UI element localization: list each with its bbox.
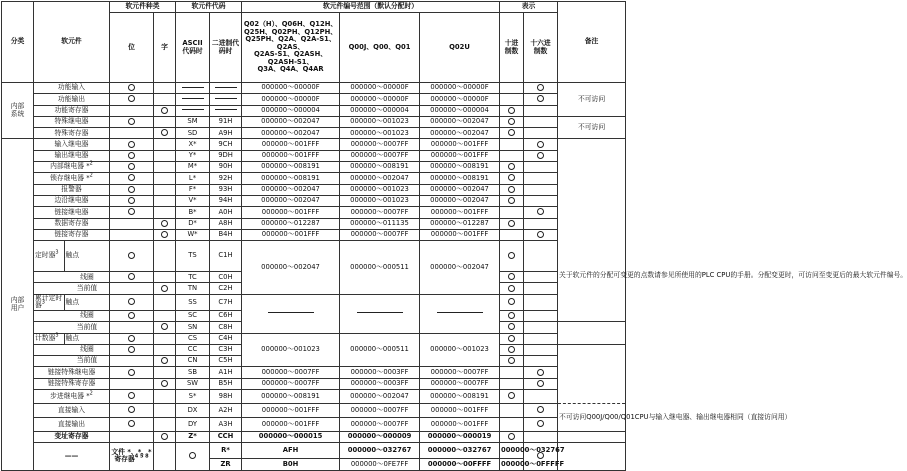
dec-mark-icon bbox=[508, 186, 515, 193]
binary-none-icon bbox=[215, 109, 237, 110]
range-cell: 000000～0007FF bbox=[340, 418, 420, 432]
range-cell: 000000～008191 bbox=[420, 162, 500, 173]
range-cell: 000000～001023 bbox=[340, 195, 420, 206]
ascii-code: W* bbox=[176, 229, 210, 240]
binary-code: C1H bbox=[210, 241, 242, 272]
header-range-col1: Q02（H）、Q06H、Q12H、 Q25H、Q02PH、Q12PH、 Q25PH、Q2A、Q2A-S1、 Q2AS、 Q2AS-S1、Q2ASH、 Q2ASH-S1、 Q3A、Q4A、Q4AR bbox=[242, 13, 340, 83]
bit-mark-icon bbox=[128, 392, 135, 399]
header-type-group: 软元件种类 bbox=[110, 2, 176, 13]
range-cell: 000000～00FFFF bbox=[420, 459, 500, 470]
binary-code: AFH bbox=[242, 443, 340, 459]
bit-mark-icon bbox=[128, 141, 135, 148]
hex-mark-icon bbox=[537, 152, 544, 159]
sub-coil: 线圈 bbox=[34, 344, 110, 355]
range-cell: 000000～000511 bbox=[340, 333, 420, 367]
table-row: 锁存继电器 *$^2$ L* 92H 000000～008191 000000～002047 000000～008191 bbox=[2, 173, 626, 184]
ascii-none-icon bbox=[182, 109, 204, 110]
bit-mark-icon bbox=[128, 95, 135, 102]
hex-mark-icon bbox=[537, 406, 544, 413]
word-mark-icon bbox=[161, 433, 168, 440]
range-cell: 000000～001FFF bbox=[420, 150, 500, 161]
dec-mark-icon bbox=[508, 129, 515, 136]
binary-code: C0H bbox=[210, 272, 242, 283]
range-cell: 000000～001FFF bbox=[420, 404, 500, 418]
bit-mark-icon bbox=[128, 118, 135, 125]
range-none-icon bbox=[268, 312, 314, 313]
binary-code: 90H bbox=[210, 162, 242, 173]
ascii-code: SB bbox=[176, 367, 210, 378]
hex-mark-icon bbox=[537, 208, 544, 215]
range-cell: 000000～008191 bbox=[242, 173, 340, 184]
header-display-hex: 十六进 制数 bbox=[524, 13, 558, 83]
bit-mark-icon bbox=[128, 406, 135, 413]
range-cell: 000000～00000F bbox=[242, 94, 340, 105]
device-name: 链接特殊寄存器 bbox=[34, 378, 110, 389]
ascii-code: CN bbox=[176, 356, 210, 367]
range-cell: 000000～011135 bbox=[340, 218, 420, 229]
range-cell: 000000～00000F bbox=[242, 83, 340, 94]
hex-mark-icon bbox=[537, 95, 544, 102]
dec-mark-icon bbox=[508, 285, 515, 292]
dec-mark-icon bbox=[537, 452, 544, 459]
range-cell: 000000～008191 bbox=[340, 162, 420, 173]
binary-code: A2H bbox=[210, 404, 242, 418]
binary-code: C3H bbox=[210, 344, 242, 355]
range-cell: 000000～001023 bbox=[420, 333, 500, 367]
table-row bbox=[2, 229, 626, 240]
device-name: 数据寄存器 bbox=[34, 218, 110, 229]
range-cell: 000000～0007FF bbox=[340, 229, 420, 240]
ascii-code: S* bbox=[176, 390, 210, 404]
device-name: 内部继电器 * bbox=[50, 162, 90, 171]
ascii-code: R* bbox=[210, 443, 242, 459]
range-cell: 000000～001FFF bbox=[242, 418, 340, 432]
ascii-none-icon bbox=[182, 87, 204, 88]
range-none-icon bbox=[437, 312, 483, 313]
hex-mark-icon bbox=[537, 369, 544, 376]
bit-mark-icon bbox=[128, 174, 135, 181]
range-cell: 000000～0007FF bbox=[420, 367, 500, 378]
dec-mark-icon bbox=[508, 174, 515, 181]
table-row: 累计定时 器$^3$ 触点 SS C7H bbox=[2, 294, 626, 310]
ascii-code: TS bbox=[176, 241, 210, 272]
table-row: 步进继电器 *$^2$ S* 98H 000000～008191 000000～002047 000000～008191 bbox=[2, 390, 626, 404]
binary-none-icon bbox=[215, 98, 237, 99]
table-row bbox=[2, 94, 626, 105]
binary-code: A1H bbox=[210, 367, 242, 378]
range-cell: 000000～001023 bbox=[340, 128, 420, 139]
dec-mark-icon bbox=[508, 273, 515, 280]
range-cell: 000000～001FFF bbox=[242, 229, 340, 240]
binary-code: 9DH bbox=[210, 150, 242, 161]
range-cell: 000000～002047 bbox=[340, 390, 420, 404]
bit-mark-icon bbox=[128, 335, 135, 342]
binary-code: 91H bbox=[210, 116, 242, 127]
category-none: —— bbox=[34, 443, 110, 470]
header-code-binary: 二进制代 码时 bbox=[210, 13, 242, 83]
remark-no-access-2: 不可访问 bbox=[558, 116, 626, 139]
binary-code: C6H bbox=[210, 310, 242, 321]
dec-mark-icon bbox=[508, 433, 515, 440]
dec-mark-icon bbox=[508, 197, 515, 204]
range-cell: 000000～002047 bbox=[420, 241, 500, 295]
range-cell: 000000～008191 bbox=[242, 162, 340, 173]
dec-mark-icon bbox=[508, 312, 515, 319]
bit-mark-icon bbox=[128, 420, 135, 427]
range-cell: 000000～002047 bbox=[420, 128, 500, 139]
range-cell: 000000～00000F bbox=[420, 94, 500, 105]
header-device: 软元件 bbox=[34, 2, 110, 83]
word-mark-icon bbox=[161, 107, 168, 114]
sub-contact: 触点 bbox=[65, 333, 80, 342]
range-cell: 000000～002047 bbox=[340, 173, 420, 184]
ascii-code: M* bbox=[176, 162, 210, 173]
hex-mark-icon bbox=[537, 420, 544, 427]
range-cell: 000000～001023 bbox=[242, 333, 340, 367]
range-cell: 000000～002047 bbox=[242, 241, 340, 295]
range-cell: 000000～001FFF bbox=[420, 418, 500, 432]
range-cell: 000000～002047 bbox=[420, 116, 500, 127]
category-internal-system: 内部 系统 bbox=[2, 83, 34, 139]
ascii-code: SN bbox=[176, 322, 210, 333]
hex-mark-icon bbox=[537, 141, 544, 148]
device-name: 步进继电器 * bbox=[50, 391, 90, 400]
range-cell: 000000～001FFF bbox=[242, 207, 340, 218]
word-mark-icon bbox=[161, 129, 168, 136]
ascii-code: Z* bbox=[176, 432, 210, 443]
ascii-code: SC bbox=[176, 310, 210, 321]
binary-code: C2H bbox=[210, 283, 242, 294]
range-cell: 000000～0007FF bbox=[420, 378, 500, 389]
sub-current: 当前值 bbox=[34, 322, 110, 333]
range-cell: 000000～001FFF bbox=[242, 404, 340, 418]
header-display-group: 表示 bbox=[500, 2, 558, 13]
bit-mark-icon bbox=[128, 273, 135, 280]
bit-mark-icon bbox=[128, 312, 135, 319]
bit-mark-icon bbox=[128, 252, 135, 259]
word-mark-icon bbox=[161, 231, 168, 238]
word-mark-icon bbox=[161, 220, 168, 227]
ascii-code: D* bbox=[176, 218, 210, 229]
retentive-timer-label: 累计定时 器 bbox=[35, 293, 63, 310]
dec-mark-icon bbox=[508, 346, 515, 353]
range-cell: 000000～008191 bbox=[242, 390, 340, 404]
binary-code: CCH bbox=[210, 432, 242, 443]
binary-code: 9CH bbox=[210, 139, 242, 150]
hex-mark-icon bbox=[537, 380, 544, 387]
range-cell: 000000～000004 bbox=[242, 105, 340, 116]
table-row bbox=[2, 367, 626, 378]
bit-mark-icon bbox=[128, 84, 135, 91]
range-cell: 000000～0007FF bbox=[340, 139, 420, 150]
remark-no-access: 不可访问 bbox=[558, 83, 626, 117]
range-cell: 000000～0007FF bbox=[340, 207, 420, 218]
range-cell: 000000～012287 bbox=[242, 218, 340, 229]
word-mark-icon bbox=[161, 357, 168, 364]
dec-mark-icon bbox=[508, 220, 515, 227]
category-internal-user: 内部 用户 bbox=[2, 139, 34, 470]
range-cell: 000000～002047 bbox=[420, 184, 500, 195]
dec-mark-icon bbox=[508, 163, 515, 170]
header-remarks: 备注 bbox=[558, 2, 626, 83]
table-row bbox=[2, 116, 626, 127]
header-display-dec: 十进 制数 bbox=[500, 13, 524, 83]
sub-current: 当前值 bbox=[34, 356, 110, 367]
table-row bbox=[2, 150, 626, 161]
ascii-code: B* bbox=[176, 207, 210, 218]
device-name: 特殊继电器 bbox=[34, 116, 110, 127]
ascii-code: CC bbox=[176, 344, 210, 355]
range-cell: 000000～032767 bbox=[500, 443, 524, 459]
binary-code: B4H bbox=[210, 229, 242, 240]
table-row: —— 文件 *、*、* 寄存器$^{4 5 8}$ R* AFH 000000～032767 000000～032767 000000～032767 bbox=[2, 443, 626, 459]
binary-code: B5H bbox=[210, 378, 242, 389]
binary-code: A0H bbox=[210, 207, 242, 218]
device-name: 功能输出 bbox=[34, 94, 110, 105]
range-cell: 000000～002047 bbox=[242, 184, 340, 195]
table-row: 计数器$^3$ 触点 CS C4H 000000～001023 000000～000511 000000～001023 bbox=[2, 333, 626, 344]
ascii-code: SM bbox=[176, 116, 210, 127]
device-name: 边沿继电器 bbox=[34, 195, 110, 206]
ascii-code: L* bbox=[176, 173, 210, 184]
binary-code: 93H bbox=[210, 184, 242, 195]
table-row bbox=[2, 432, 626, 443]
table-row bbox=[2, 195, 626, 206]
device-name: 锁存继电器 * bbox=[50, 173, 90, 182]
range-cell: 000000～012287 bbox=[420, 218, 500, 229]
range-cell: 000000～00000F bbox=[420, 83, 500, 94]
binary-code: 92H bbox=[210, 173, 242, 184]
binary-code: A3H bbox=[210, 418, 242, 432]
range-cell: 000000～001FFF bbox=[420, 139, 500, 150]
range-cell: 000000～001FFF bbox=[242, 139, 340, 150]
header-type-bit: 位 bbox=[110, 13, 154, 83]
device-name: 报警器 bbox=[34, 184, 110, 195]
header-type-word: 字 bbox=[154, 13, 176, 83]
range-cell: 000000～001023 bbox=[340, 116, 420, 127]
device-name: 文件 *、*、* 寄存器 bbox=[111, 447, 152, 464]
bit-mark-icon bbox=[128, 346, 135, 353]
binary-code: A8H bbox=[210, 218, 242, 229]
range-cell: 000000～032767 bbox=[420, 443, 500, 459]
word-mark-icon bbox=[189, 452, 196, 459]
table-row: 内部继电器 *$^2$ M* 90H 000000～008191 000000～008191 000000～008191 bbox=[2, 162, 626, 173]
remark-device-note: 关于软元件的分配可变更的点数请参见所使用的PLC CPU的手册。分配变更时，可访问至变更后的最大软元件编号。 bbox=[558, 229, 626, 321]
range-cell: 000000～000511 bbox=[340, 241, 420, 295]
bit-mark-icon bbox=[128, 152, 135, 159]
dec-mark-icon bbox=[508, 335, 515, 342]
bit-mark-icon bbox=[128, 208, 135, 215]
header-range-col2: Q00J、Q00、Q01 bbox=[340, 13, 420, 83]
header-category: 分类 bbox=[2, 2, 34, 83]
sub-coil: 线圈 bbox=[34, 272, 110, 283]
bit-mark-icon bbox=[128, 369, 135, 376]
range-cell: 000000～000009 bbox=[340, 432, 420, 443]
binary-code: C4H bbox=[210, 333, 242, 344]
range-cell: 000000～008191 bbox=[420, 173, 500, 184]
dec-mark-icon bbox=[508, 323, 515, 330]
table-row bbox=[2, 128, 626, 139]
word-mark-icon bbox=[161, 285, 168, 292]
device-name: 链接继电器 bbox=[34, 207, 110, 218]
device-name: 变址寄存器 bbox=[34, 432, 110, 443]
range-cell: 000000～000004 bbox=[420, 105, 500, 116]
range-cell: 000000～000019 bbox=[420, 432, 500, 443]
device-name: 输入继电器 bbox=[34, 139, 110, 150]
dec-mark-icon bbox=[508, 357, 515, 364]
sub-coil: 线圈 bbox=[34, 310, 110, 321]
ascii-code: TC bbox=[176, 272, 210, 283]
range-cell: 000000～001FFF bbox=[420, 207, 500, 218]
device-name: 特殊寄存器 bbox=[34, 128, 110, 139]
remark-direct-note: 不可访问Q00J/Q00/Q01CPU与输入继电器、输出继电器相同（直接访问用） bbox=[558, 404, 626, 432]
ascii-none-icon bbox=[182, 98, 204, 99]
ascii-code: DY bbox=[176, 418, 210, 432]
binary-code: B0H bbox=[242, 459, 340, 470]
device-name: 直接输入 bbox=[34, 404, 110, 418]
table-row bbox=[2, 207, 626, 218]
header-range-group: 软元件编号范围（默认分配时） bbox=[242, 2, 500, 13]
timer-label: 定时器 bbox=[35, 251, 56, 260]
device-table bbox=[1, 1, 907, 471]
table-row bbox=[2, 418, 626, 432]
ascii-code: SW bbox=[176, 378, 210, 389]
table-row bbox=[2, 404, 626, 418]
range-cell: 000000～002047 bbox=[242, 128, 340, 139]
word-mark-icon bbox=[161, 323, 168, 330]
header-code-ascii: ASCII 代码时 bbox=[176, 13, 210, 83]
ascii-code: DX bbox=[176, 404, 210, 418]
range-cell: 000000～001023 bbox=[340, 184, 420, 195]
table-row bbox=[2, 105, 626, 116]
range-cell: 000000～002047 bbox=[242, 116, 340, 127]
range-cell: 000000～002047 bbox=[420, 195, 500, 206]
range-cell: 000000～0003FF bbox=[340, 378, 420, 389]
ascii-code: F* bbox=[176, 184, 210, 195]
binary-code: A9H bbox=[210, 128, 242, 139]
bit-mark-icon bbox=[128, 298, 135, 305]
binary-code: 98H bbox=[210, 390, 242, 404]
device-name: 直接输出 bbox=[34, 418, 110, 432]
sub-contact: 触点 bbox=[65, 251, 80, 260]
range-cell: 000000～0007FF bbox=[242, 367, 340, 378]
bit-mark-icon bbox=[128, 197, 135, 204]
sub-current: 当前值 bbox=[34, 283, 110, 294]
table-row bbox=[2, 218, 626, 229]
device-name: 功能寄存器 bbox=[34, 105, 110, 116]
ascii-code: X* bbox=[176, 139, 210, 150]
sub-contact: 触点 bbox=[65, 297, 80, 306]
range-cell: 000000～001FFF bbox=[420, 229, 500, 240]
dec-mark-icon bbox=[508, 392, 515, 399]
range-cell: 000000～002047 bbox=[242, 195, 340, 206]
ascii-code: SD bbox=[176, 128, 210, 139]
header-range-col3: Q02U bbox=[420, 13, 500, 83]
binary-code: 94H bbox=[210, 195, 242, 206]
device-name: 链接寄存器 bbox=[34, 229, 110, 240]
range-cell: 000000～00000F bbox=[340, 94, 420, 105]
range-cell: 000000～0FE7FF bbox=[340, 459, 420, 470]
range-cell: 000000～001FFF bbox=[242, 150, 340, 161]
binary-none-icon bbox=[215, 87, 237, 88]
table-row bbox=[2, 83, 626, 94]
dec-mark-icon bbox=[508, 298, 515, 305]
table-row bbox=[2, 139, 626, 150]
ascii-code: V* bbox=[176, 195, 210, 206]
ascii-code: TN bbox=[176, 283, 210, 294]
ascii-code: Y* bbox=[176, 150, 210, 161]
device-name: 输出继电器 bbox=[34, 150, 110, 161]
dec-mark-icon bbox=[508, 252, 515, 259]
range-cell: 000000～000015 bbox=[242, 432, 340, 443]
device-name: 链接特殊继电器 bbox=[34, 367, 110, 378]
range-none-icon bbox=[357, 312, 403, 313]
table-row bbox=[2, 184, 626, 195]
range-cell: 000000～032767 bbox=[340, 443, 420, 459]
range-cell: 000000～0007FF bbox=[242, 378, 340, 389]
range-cell: 000000～008191 bbox=[420, 390, 500, 404]
counter-label: 计数器 bbox=[35, 333, 56, 342]
binary-code: C5H bbox=[210, 356, 242, 367]
table-row bbox=[2, 378, 626, 389]
range-cell: 000000～0007FF bbox=[340, 404, 420, 418]
range-cell: 000000～00000F bbox=[340, 83, 420, 94]
binary-code: C8H bbox=[210, 322, 242, 333]
binary-code: C7H bbox=[210, 294, 242, 310]
dec-mark-icon bbox=[508, 107, 515, 114]
table-row: 定时器$^3$ 触点 TS C1H 000000～002047 000000～000511 000000～002047 bbox=[2, 241, 626, 272]
hex-mark-icon bbox=[537, 231, 544, 238]
dec-mark-icon bbox=[508, 118, 515, 125]
header-code-group: 软元件代码 bbox=[176, 2, 242, 13]
range-cell: 000000～0FFFFF bbox=[500, 459, 524, 470]
word-mark-icon bbox=[161, 380, 168, 387]
bit-mark-icon bbox=[128, 186, 135, 193]
range-cell: 000000～0003FF bbox=[340, 367, 420, 378]
ascii-code: ZR bbox=[210, 459, 242, 470]
device-name: 功能输入 bbox=[34, 83, 110, 94]
ascii-code: CS bbox=[176, 333, 210, 344]
range-cell: 000000～000004 bbox=[340, 105, 420, 116]
ascii-code: SS bbox=[176, 294, 210, 310]
range-cell: 000000～0007FF bbox=[340, 150, 420, 161]
hex-mark-icon bbox=[537, 84, 544, 91]
bit-mark-icon bbox=[128, 163, 135, 170]
